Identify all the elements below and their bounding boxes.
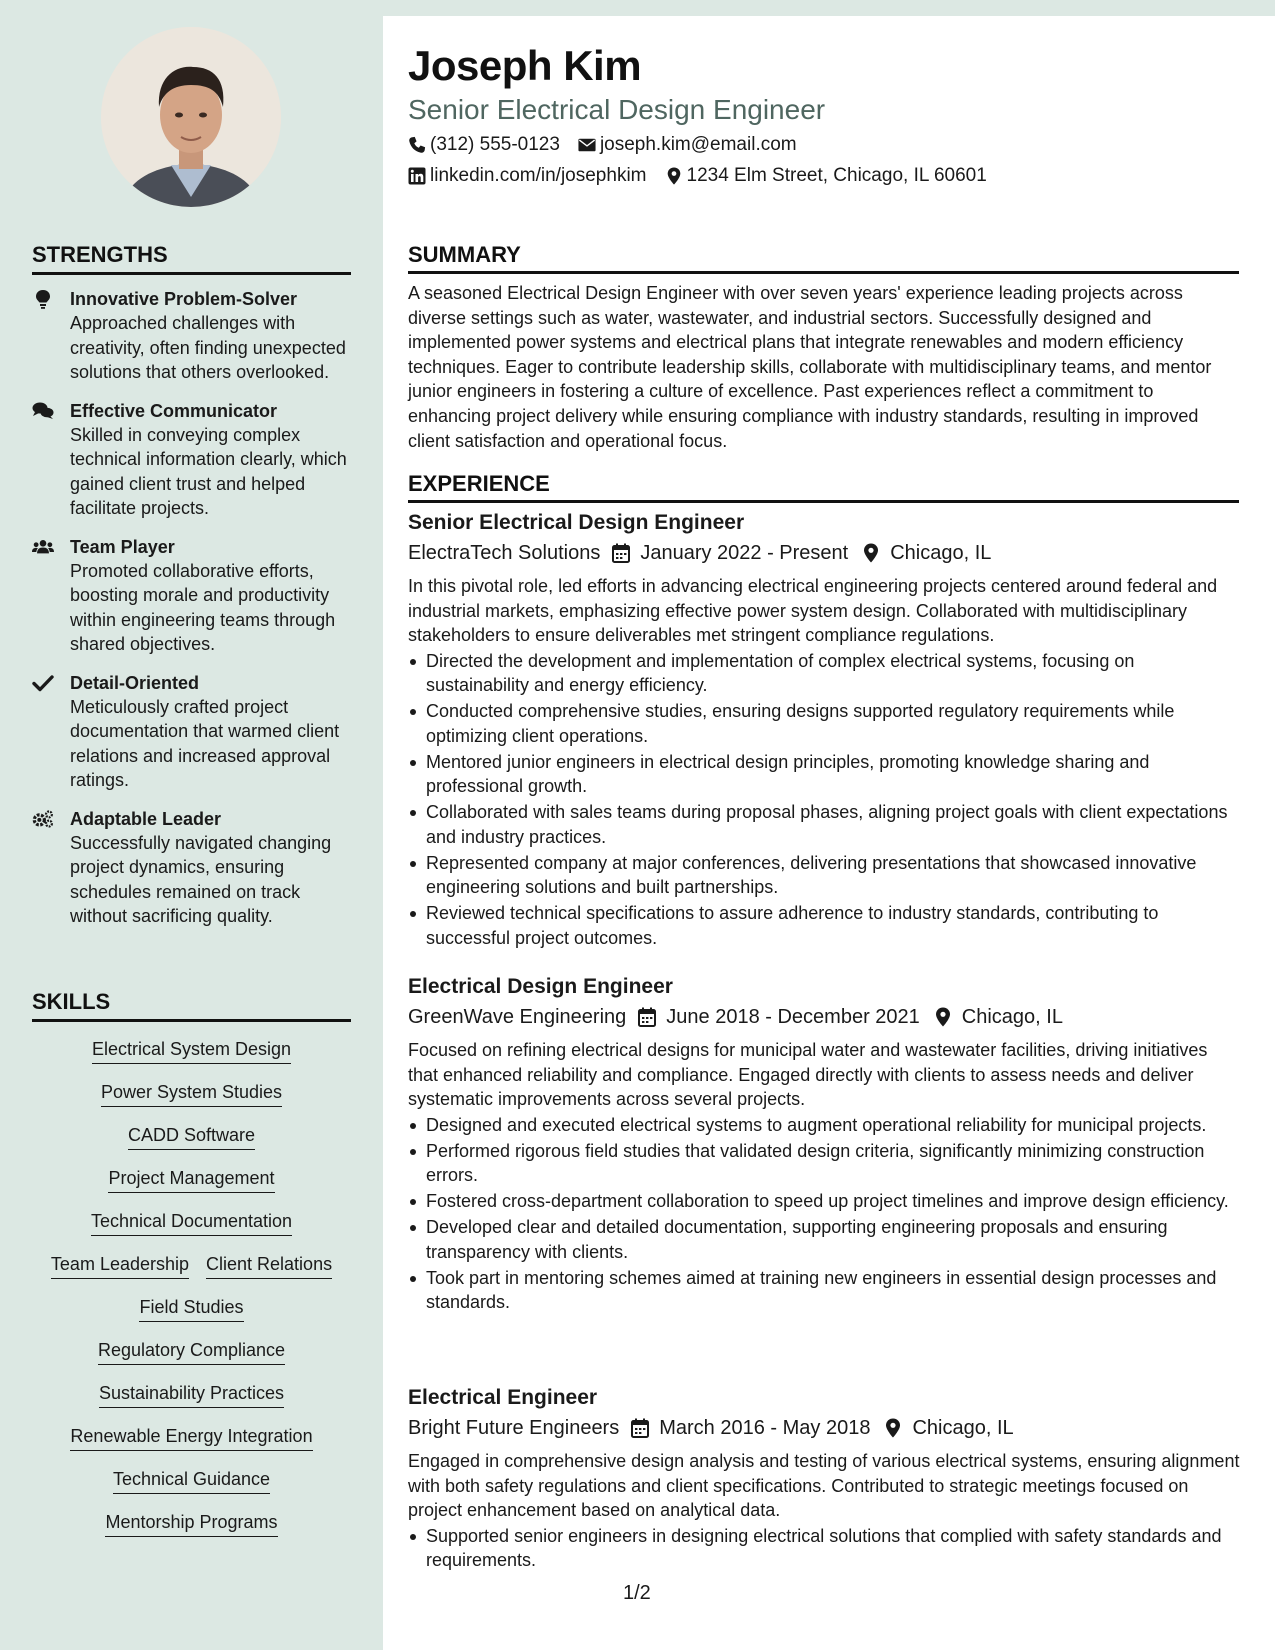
job-location: Chicago, IL <box>890 542 992 564</box>
job-role: Senior Electrical Design Engineer <box>408 511 745 534</box>
job-bullet: Supported senior engineers in designing electrical solutions that complied with safety standards and requirements. <box>408 1524 1240 1573</box>
skill-tag: Regulatory Compliance <box>98 1339 285 1365</box>
job-meta <box>408 1415 1240 1441</box>
job-dates: January 2022 - Present <box>640 542 849 564</box>
calendar-icon <box>612 543 630 563</box>
main-content <box>383 16 1275 1650</box>
job-bullet: Represented company at major conferences, delivering presentations that showcased innovative engineering solutions and built partnerships. <box>408 851 1240 900</box>
skills-heading: SKILLS <box>32 989 351 1022</box>
map-pin-icon <box>665 167 683 185</box>
job-bullets <box>408 1113 1240 1315</box>
strength-desc: Successfully navigated changing project dynamics, ensuring schedules remained on track without sacrificing quality. <box>70 832 332 926</box>
strength-title: Detail-Oriented <box>70 672 200 693</box>
skill-tag: Sustainability Practices <box>99 1382 284 1408</box>
phone-text: (312) 555-0123 <box>430 134 560 155</box>
strength-title: Adaptable Leader <box>70 808 222 829</box>
strength-desc: Meticulously crafted project documentation that warmed client relations and increased approval ratings. <box>70 696 340 790</box>
job-bullet: Reviewed technical specifications to assure adherence to industry standards, contributing to successful project outcomes. <box>408 901 1240 950</box>
job-bullet: Took part in mentoring schemes aimed at training new engineers in essential design processes and standards. <box>408 1266 1240 1315</box>
skill-tag: Power System Studies <box>101 1081 282 1107</box>
experience-entry <box>408 510 1240 952</box>
contact-linkedin[interactable] <box>408 165 647 187</box>
strength-item <box>32 287 357 385</box>
calendar-icon <box>638 1007 656 1027</box>
skills-list <box>32 1038 351 1554</box>
comments-icon <box>32 399 70 521</box>
experience-entry <box>408 974 1240 1316</box>
map-pin-icon <box>862 543 880 563</box>
skill-tag: Technical Guidance <box>113 1468 270 1494</box>
experience-heading: EXPERIENCE <box>408 471 1239 503</box>
strengths-list <box>32 287 357 943</box>
page-number: 1/2 <box>623 1582 651 1604</box>
skill-tag: Project Management <box>108 1167 274 1193</box>
job-meta <box>408 540 1240 566</box>
job-meta <box>408 1004 1240 1030</box>
job-bullet: Mentored junior engineers in electrical design principles, promoting knowledge sharing and professional growth. <box>408 750 1240 799</box>
job-bullet: Fostered cross-department collaboration to speed up project timelines and improve design efficiency. <box>408 1189 1240 1214</box>
summary-heading: SUMMARY <box>408 242 1239 274</box>
job-dates: June 2018 - December 2021 <box>666 1006 920 1028</box>
skill-tag: Renewable Energy Integration <box>70 1425 312 1451</box>
strength-item <box>32 535 357 657</box>
sidebar <box>0 0 383 1650</box>
strengths-heading: STRENGTHS <box>32 242 351 275</box>
contact-line-2 <box>408 165 1005 187</box>
strength-title: Effective Communicator <box>70 400 278 421</box>
job-role: Electrical Design Engineer <box>408 975 673 998</box>
strength-desc: Approached challenges with creativity, often finding unexpected solutions that others overlooked. <box>70 313 346 382</box>
skill-tag: Technical Documentation <box>91 1210 292 1236</box>
linkedin-icon <box>408 167 426 185</box>
envelope-icon <box>578 136 596 154</box>
job-description: Focused on refining electrical designs for municipal water and wastewater facilities, driving initiatives that enhanced reliability and compliance. Engaged directly with clients to assess needs and deliver systematic improvements across several projects. <box>408 1040 1208 1109</box>
phone-icon <box>408 136 426 154</box>
job-bullet: Developed clear and detailed documentation, supporting engineering proposals and ensuring transparency with clients. <box>408 1215 1240 1264</box>
job-company: Bright Future Engineers <box>408 1417 620 1439</box>
strength-item <box>32 671 357 793</box>
lightbulb-icon <box>32 287 70 385</box>
calendar-icon <box>631 1418 649 1438</box>
skill-tag: Field Studies <box>139 1296 243 1322</box>
map-pin-icon <box>934 1007 952 1027</box>
contact-phone <box>408 134 560 156</box>
strength-item <box>32 399 357 521</box>
job-bullet: Collaborated with sales teams during proposal phases, aligning project goals with client expectations and industry practices. <box>408 800 1240 849</box>
address-text: 1234 Elm Street, Chicago, IL 60601 <box>686 165 987 186</box>
job-bullet: Conducted comprehensive studies, ensuring designs supported regulatory requirements while optimizing client operations. <box>408 699 1240 748</box>
email-text[interactable]: joseph.kim@email.com <box>599 134 797 155</box>
job-bullet: Designed and executed electrical systems to augment operational reliability for municipal projects. <box>408 1113 1240 1138</box>
strength-title: Team Player <box>70 536 175 557</box>
check-icon <box>32 671 70 793</box>
summary-text: A seasoned Electrical Design Engineer with over seven years' experience leading projects across diverse settings such as water, wastewater, and industrial sectors. Successfully designed and implemented power systems and electrical plans that integrate renewables and modern efficiency techniques. Eager to contribute leadership skills, collaborate with multidisciplinary teams, and mentor junior engineers in fostering a culture of excellence. Past experiences reflect a commitment to enhancing project delivery while ensuring compliance with industry standards, resulting in improved client satisfaction and operational focus. <box>408 283 1212 451</box>
users-icon <box>32 535 70 657</box>
experience-entry <box>408 1385 1240 1574</box>
job-bullets <box>408 649 1240 951</box>
gears-icon <box>32 807 70 929</box>
contact-address <box>665 165 987 187</box>
job-bullets <box>408 1524 1240 1573</box>
strength-item <box>32 807 357 929</box>
linkedin-text[interactable]: linkedin.com/in/josephkim <box>430 165 647 186</box>
job-company: GreenWave Engineering <box>408 1006 627 1028</box>
contact-line-1 <box>408 134 815 156</box>
skill-tag: Team Leadership <box>51 1253 189 1279</box>
job-description: In this pivotal role, led efforts in advancing electrical engineering projects centered around federal and industrial markets, emphasizing effective power system design. Collaborated with multidisciplinary stakeholders to ensure deliverables met stringent compliance regulations. <box>408 576 1218 645</box>
map-pin-icon <box>884 1418 902 1438</box>
job-bullet: Performed rigorous field studies that validated design criteria, significantly minimizing construction errors. <box>408 1139 1240 1188</box>
job-dates: March 2016 - May 2018 <box>659 1417 871 1439</box>
contact-email[interactable] <box>578 134 797 156</box>
strength-desc: Promoted collaborative efforts, boosting morale and productivity within engineering teams through shared objectives. <box>70 560 336 654</box>
job-description: Engaged in comprehensive design analysis and testing of various electrical systems, ensuring alignment with both safety regulations and client specifications. Contributed to strategic meetings focused on project enhancement based on analytical data. <box>408 1451 1240 1520</box>
job-location: Chicago, IL <box>961 1006 1063 1028</box>
strength-title: Innovative Problem-Solver <box>70 289 298 309</box>
skill-tag: CADD Software <box>128 1124 255 1150</box>
strength-desc: Skilled in conveying complex technical information clearly, which gained client trust and helped facilitate projects. <box>70 424 347 518</box>
job-role: Electrical Engineer <box>408 1386 598 1409</box>
candidate-title: Senior Electrical Design Engineer <box>408 94 826 125</box>
job-company: ElectraTech Solutions <box>408 542 601 564</box>
profile-photo <box>101 27 281 207</box>
skill-tag: Electrical System Design <box>92 1038 291 1064</box>
job-bullet: Directed the development and implementation of complex electrical systems, focusing on sustainability and energy efficiency. <box>408 649 1240 698</box>
skill-tag: Client Relations <box>206 1253 332 1279</box>
job-location: Chicago, IL <box>912 1417 1014 1439</box>
skill-tag: Mentorship Programs <box>105 1511 277 1537</box>
candidate-name: Joseph Kim <box>408 42 642 89</box>
